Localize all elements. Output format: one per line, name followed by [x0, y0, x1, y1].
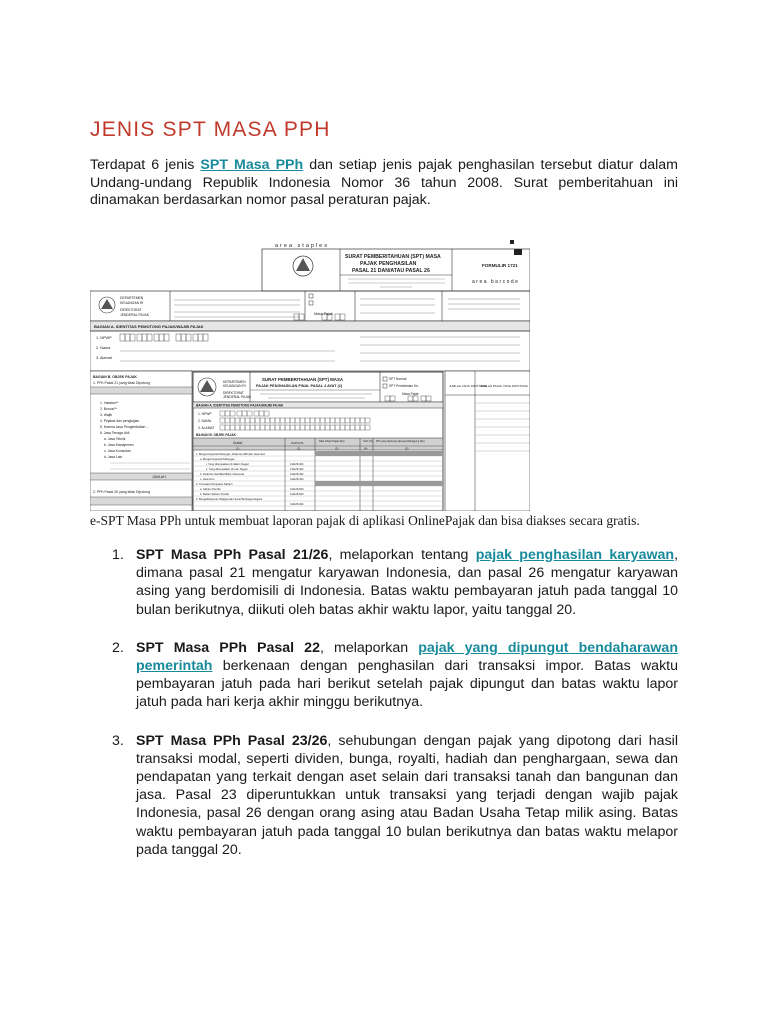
- front-form-spt-normal: SPT Normal: [389, 377, 407, 381]
- svg-text:JENDERAL PAJAK: JENDERAL PAJAK: [120, 313, 150, 317]
- back-form-field-npwp: 1. NPWP: [96, 336, 112, 340]
- intro-text-before: Terdapat 6 jenis: [90, 157, 201, 173]
- front-form-row-6: c. Jasa Giro: [200, 478, 215, 481]
- side-left-item-6: 6. Jasa Tenaga Ahli: [100, 431, 130, 435]
- back-form-title-3: PASAL 21 DAN/ATAU PASAL 26: [352, 268, 430, 274]
- spt-type-list: [90, 546, 678, 879]
- front-form-code-5: 411128-600: [290, 488, 304, 491]
- front-form-title-2: PAJAK PENGHASILAN FINAL PASAL 4 AYAT (2): [256, 384, 343, 388]
- front-form-section-b: BAGIAN B. OBJEK PAJAK: [196, 433, 236, 437]
- front-form-row-9: b. Bukan Saham Pendiri: [200, 493, 229, 496]
- side-left-item-2: 2. Bonus/**: [100, 407, 117, 411]
- side-left-item-7: a. Jasa Teknik: [104, 437, 126, 441]
- front-form-spt-pembetulan: SPT Pembetulan Ke-: [389, 384, 419, 388]
- spt-form-illustration: [90, 237, 530, 511]
- side-left-item-1: 1. Imbalan**: [100, 401, 119, 405]
- svg-text:DIREKTORAT: DIREKTORAT: [120, 308, 142, 312]
- back-form-section-a: BAGIAN A. IDENTITAS PEMOTONG PAJAK/WAJIB PAJAK: [94, 324, 204, 329]
- svg-text:JENDERAL PAJAK: JENDERAL PAJAK: [223, 395, 252, 399]
- back-form-dept: DEPARTEMEN: [120, 296, 144, 300]
- list-item: [90, 639, 678, 712]
- figure-caption: e-SPT Masa PPh untuk membuat laporan pajak di aplikasi OnlinePajak dan bisa diakses secara gratis.: [90, 513, 640, 528]
- front-form-dept: DEPARTEMEN: [223, 380, 246, 384]
- front-form-idx-1: (1): [236, 446, 240, 451]
- front-form-th-uraian: Uraian: [233, 441, 243, 445]
- side-left-item-5: 5. Karena Jasa Pengembalian ...: [100, 425, 150, 429]
- front-form-row-5: b. Diskonto Sertifikat Bank Indonesia: [200, 473, 244, 476]
- front-form-row-3: i. Yang ditempatkan di dalam Negeri: [206, 463, 250, 466]
- list-item-heading: SPT Masa PPh Pasal 22: [136, 639, 320, 656]
- front-form-field-npwp: 1. NPWP: [198, 412, 212, 416]
- spt-masa-pph-link[interactable]: SPT Masa PPh: [200, 157, 304, 173]
- intro-text-after: dan setiap jenis pajak penghasilan tersebut diatur dalam Undang-undang Republik Indonesia Nomor 36 tahun 2008. Surat pemberitahuan ini dinamakan berdasarkan nomor pasal peraturan pajak.: [90, 157, 679, 208]
- front-form-field-nama: 2. NAMA: [198, 419, 212, 423]
- list-item-heading: SPT Masa PPh Pasal 23/26: [136, 732, 328, 749]
- front-form-idx-2: (2): [297, 446, 301, 451]
- front-form-code-3: 411128-404: [290, 473, 304, 476]
- front-form-row-1: 1. Bunga Deposito/Tabungan, Diskonto SBI dan Jasa Giro: [196, 453, 266, 456]
- spt-form-image: [90, 237, 530, 511]
- side-right-col1: JUMLAH YANG DIPOTONG: [449, 384, 487, 388]
- front-form-row-7: 2. Transaksi Penjualan Saham: [196, 483, 233, 486]
- list-item-number: 2.: [112, 639, 124, 656]
- front-form-th-nilai: Nilai Objek Pajak (Rp): [319, 440, 345, 443]
- svg-text:DIREKTORAT: DIREKTORAT: [223, 391, 244, 395]
- back-form-field-nama: 2. Nama: [96, 346, 111, 350]
- front-form-code-2: 411128-404: [290, 468, 304, 471]
- front-form-row-4: ii. Yang ditempatkan di Luar Negeri: [206, 468, 248, 471]
- side-left-line1: 1. PPh Pasal 21 yang tidak Dipotong: [93, 381, 151, 385]
- front-form-idx-3: (3): [335, 446, 339, 451]
- front-form-masa-pajak: Masa Pajak: [402, 392, 419, 396]
- side-left-item-8: b. Jasa Manajemen: [104, 443, 134, 447]
- back-form-title-2: PAJAK PENGHASILAN: [360, 261, 417, 267]
- page-title: JENIS SPT MASA PPH: [90, 118, 331, 141]
- front-form: [193, 372, 443, 511]
- back-form-object-section: [90, 371, 192, 511]
- side-left-item-9: c. Jasa Konsultan: [104, 449, 131, 453]
- list-item-text: berkenaan dengan penghasilan dari transaksi impor. Batas waktu pembayaran jatuh pada hari berikut setelah pajak dipungut dan batas waktu lapor jatuh pada hari kerja akhir minggu berikutnya.: [136, 658, 678, 711]
- side-left-item-10: d. Jasa Lain: [104, 455, 123, 459]
- front-form-th-pph: PPh yang dipotong/ dipungut/ditanggung (Rp): [376, 440, 425, 443]
- side-left-line2: 2. PPh Pasal 26 yang tidak Dipotong: [93, 490, 151, 494]
- list-item-number: 1.: [112, 547, 124, 563]
- intro-paragraph: [90, 157, 678, 210]
- list-item-number: 3.: [112, 732, 124, 749]
- list-item: [90, 546, 678, 619]
- side-left-item-4: 4. Pejabat dan pengkajian: [100, 419, 140, 423]
- back-form-title-1: SURAT PEMBERITAHUAN (SPT) MASA: [345, 254, 441, 260]
- list-item-heading: SPT Masa PPh Pasal 21/26: [136, 547, 329, 563]
- svg-text:KEUANGAN RI: KEUANGAN RI: [120, 301, 144, 305]
- front-form-code-4: 411128-404: [290, 478, 304, 481]
- front-form-th-tarif: Tarif (%): [363, 440, 373, 443]
- back-form-right-columns: [445, 371, 530, 511]
- side-left-item-3: 3. Wajib: [100, 413, 113, 417]
- list-item-text: , melaporkan: [319, 639, 419, 656]
- front-form-section-a: BAGIAN A. IDENTITAS PEMOTONG PAJAK/WAJIB PAJAK: [196, 403, 284, 408]
- front-form-title-1: SURAT PEMBERITAHUAN (SPT) MASA: [262, 377, 344, 382]
- side-left-bagian: BAGIAN B. OBJEK PAJAK: [93, 375, 137, 379]
- side-right-col2: JUMLAH PAJAK YANG DIPOTONG: [480, 384, 528, 388]
- front-form-row-2: a. Bunga Deposito/Tabungan: [200, 458, 235, 461]
- back-form-formulir: FORMULIR 1721: [482, 263, 518, 268]
- back-form-masa-pajak: Masa Pajak: [314, 312, 333, 316]
- pajak-penghasilan-karyawan-link[interactable]: pajak penghasilan karyawan: [475, 547, 675, 563]
- front-form-idx-5: (5): [405, 446, 409, 451]
- back-form-staples-label: area staples: [275, 243, 329, 249]
- back-form-field-alamat: 3. Alamat: [96, 356, 112, 360]
- front-form-th-kap: KAP/KJS: [291, 441, 304, 445]
- list-item-text: , dimana pasal 21 mengatur karyawan Indonesia, dan pasal 26 mengatur karyawan asing yang berdomisili di Indonesia. Batas waktu pembayaran jatuh pada tanggal 10 bulan berikutnya, diikuti oleh batas akhir waktu lapor, yaitu tanggal 20.: [136, 547, 679, 618]
- side-left-jumlah: JUMLAH: [152, 475, 166, 479]
- front-form-row-8: a. Saham Pendiri: [200, 488, 221, 491]
- front-form-idx-4: (4): [364, 446, 368, 451]
- front-form-field-alamat: 3. ALAMAT: [198, 426, 215, 430]
- svg-text:KEUANGAN RI: KEUANGAN RI: [223, 384, 246, 388]
- list-item-text: , sehubungan dengan pajak yang dipotong dari hasil transaksi modal, seperti dividen, bunga, royalti, hadiah dan penghargaan, sewa dan pendapatan yang terkait dengan aset selain dari transaksi tanah dan bangunan dan jasa. Pasal 23 diperuntukkan untuk transaksi yang terjadi dengan wajib pajak Indonesia, pasal 26 dengan orang asing atau Badan Usaha Tetap milik asing. Batas waktu pembayaran jatuh pada tanggal 10 bulan berikutnya dan batas waktu melapor pada tanggal 20.: [136, 732, 678, 858]
- front-form-code-6: 411128-600: [290, 493, 304, 496]
- back-form-barcode-label: area barcode: [472, 279, 520, 285]
- pajak-bendaharawan-link[interactable]: pajak yang dipungut bendaharawan pemerintah: [136, 639, 678, 675]
- list-item: [90, 732, 678, 859]
- list-item-text: , melaporkan tentang: [328, 547, 476, 563]
- front-form-row-10: 3. Bunga/Diskonto Obligasi dan Surat Berharga Negara: [196, 498, 263, 501]
- front-form-code-1: 411128-404: [290, 463, 304, 466]
- front-form-code-7: 411128-404: [290, 503, 304, 506]
